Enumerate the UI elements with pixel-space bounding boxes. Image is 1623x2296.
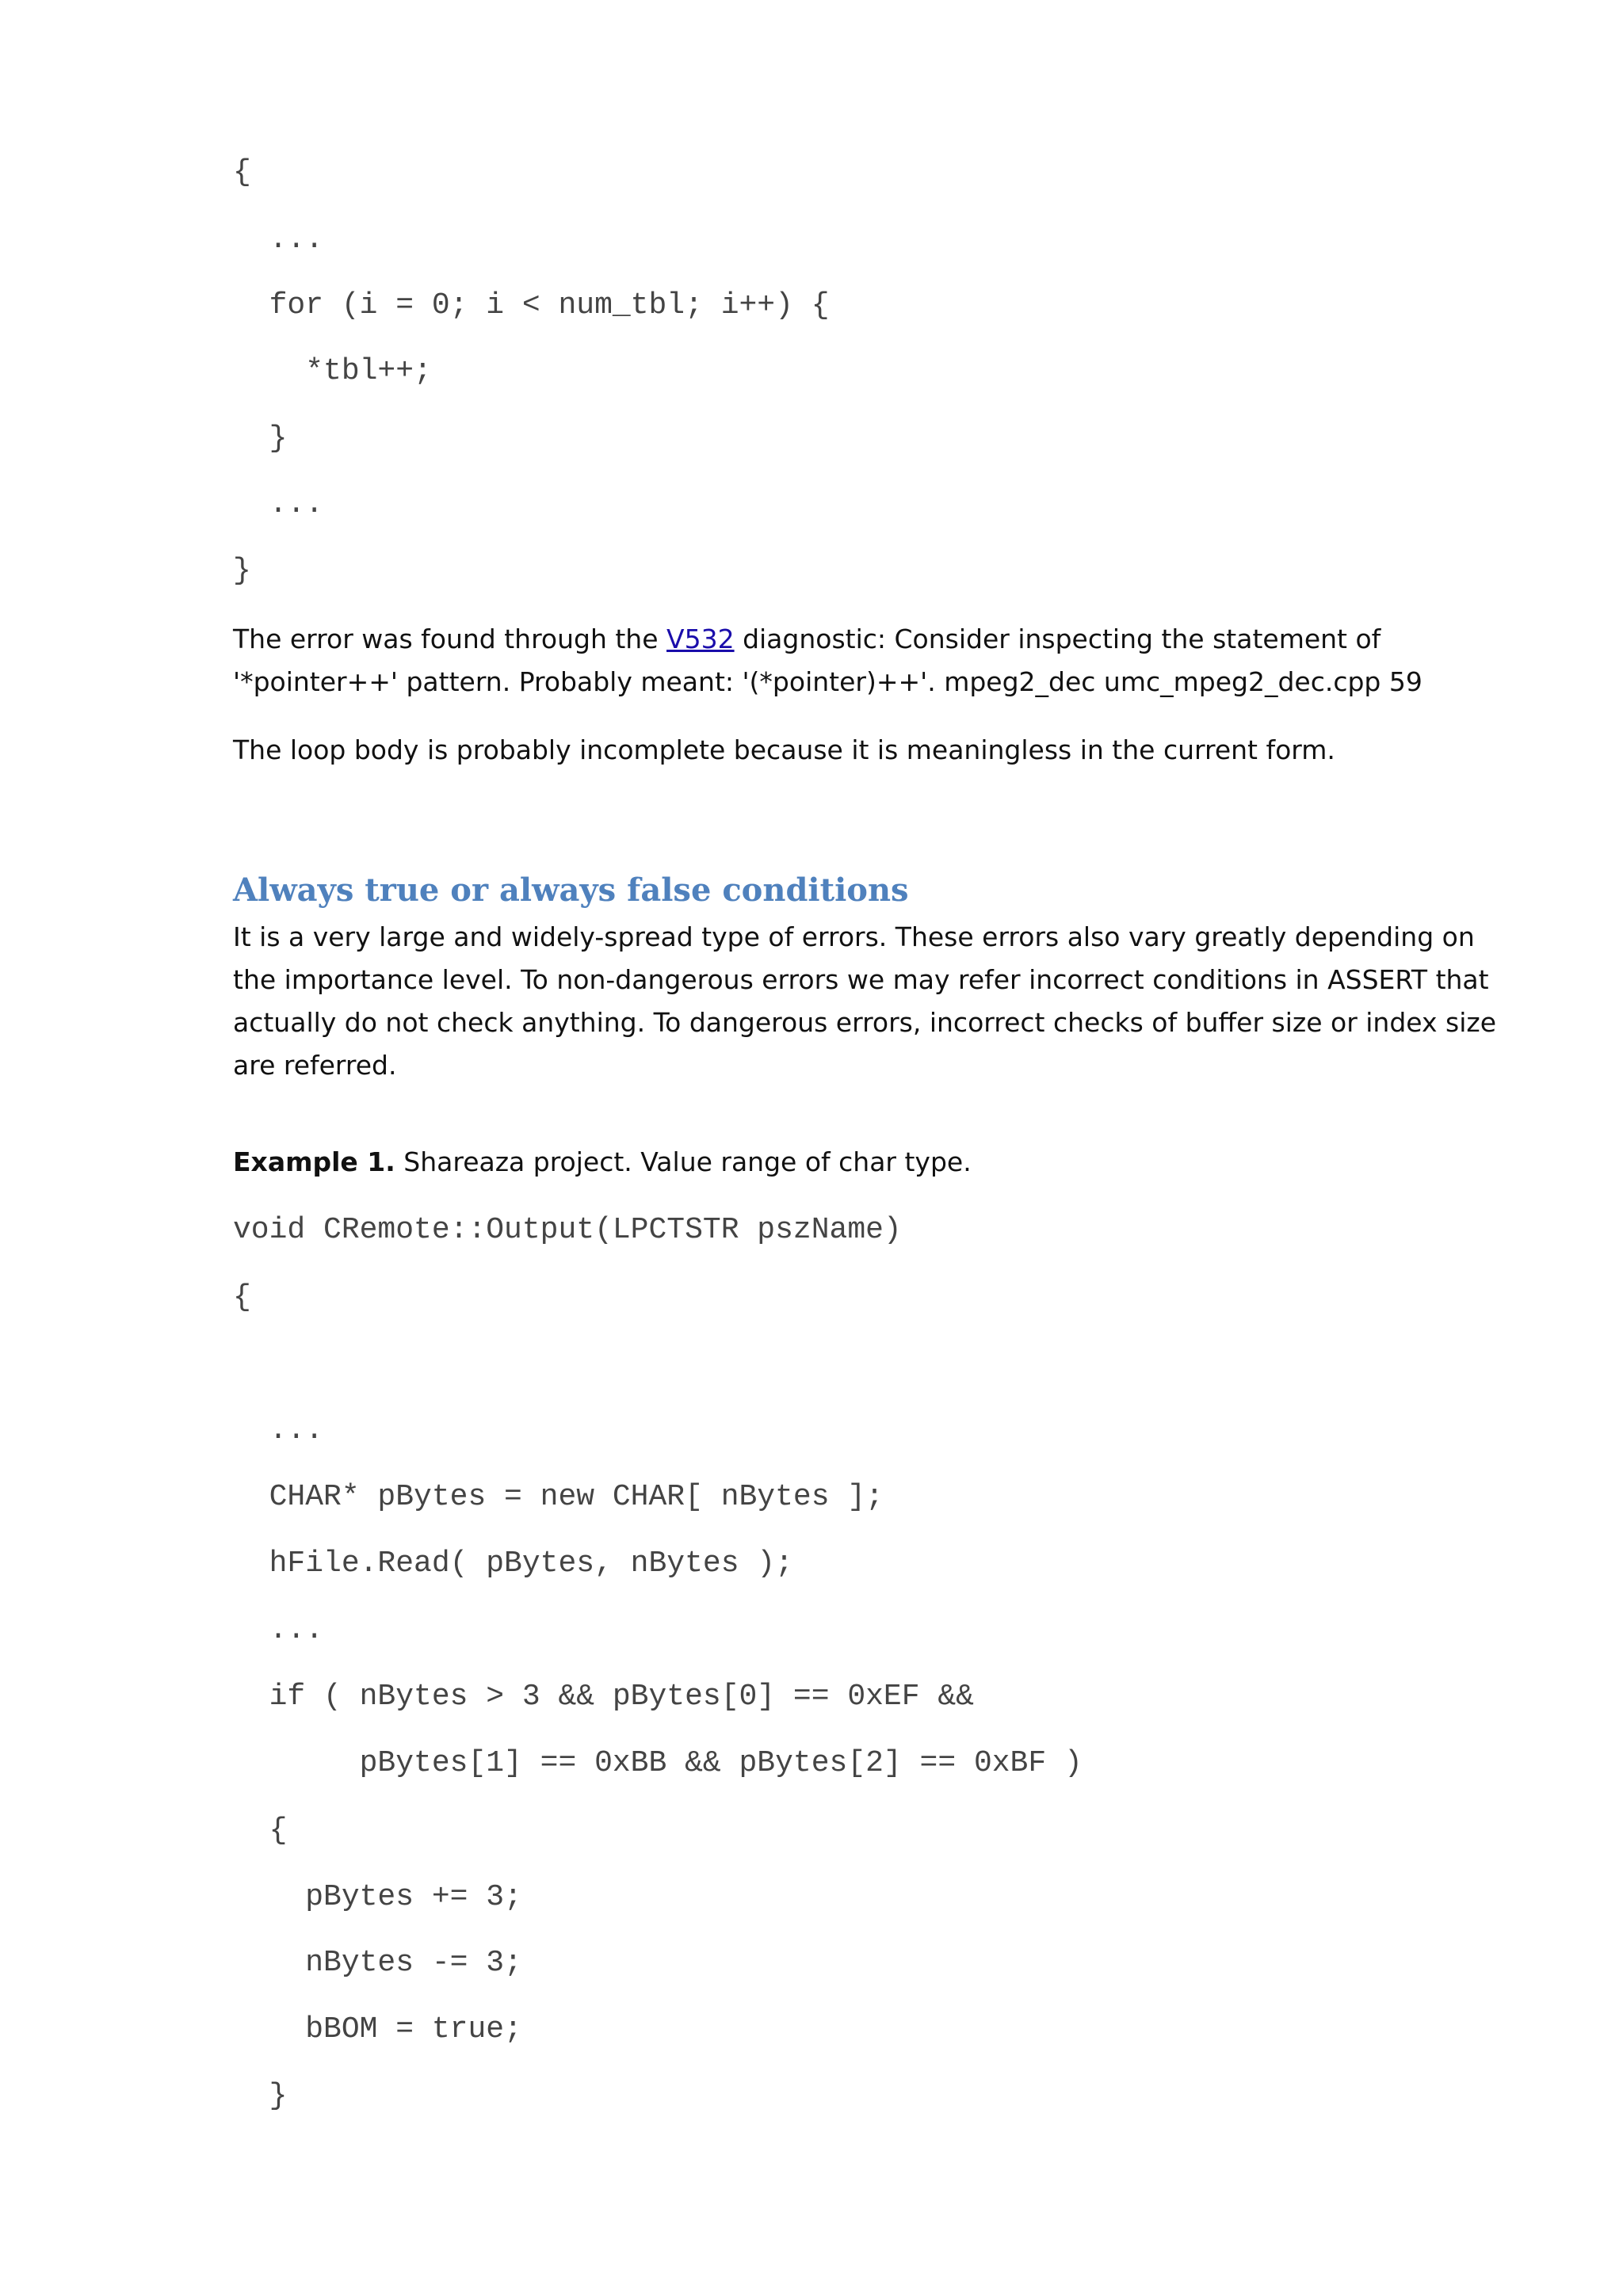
diagnostic-paragraph [233, 618, 1517, 704]
code-line: } [233, 554, 251, 588]
code-line: { [233, 1814, 288, 1848]
code-line: void CRemote::Output(LPCTSTR pszName) [233, 1213, 902, 1247]
v532-link[interactable]: V532 [666, 624, 735, 654]
code-line: ... [233, 1613, 324, 1647]
code-line: ... [233, 487, 324, 521]
example-1-caption [233, 1141, 1517, 1184]
code-line: { [233, 155, 251, 189]
code-line: } [233, 2079, 288, 2113]
example-description: Shareaza project. Value range of char type. [395, 1146, 972, 1177]
code-line: for (i = 0; i < num_tbl; i++) { [233, 288, 830, 322]
code-line: } [233, 421, 288, 456]
code-line: bBOM = true; [233, 2012, 522, 2046]
code-line: CHAR* pBytes = new CHAR[ nBytes ]; [233, 1480, 884, 1514]
code-line: *tbl++; [233, 354, 432, 388]
paragraph-suffix: diagnostic: Consider inspecting the statement of '*pointer++' pattern. Probably meant: '(*pointer)++'. mpeg2_dec umc_mpeg2_dec.cpp 59 [233, 624, 1423, 697]
code-line: nBytes -= 3; [233, 1946, 522, 1980]
loop-body-paragraph: The loop body is probably incomplete because it is meaningless in the current form. [233, 734, 1335, 765]
code-line: if ( nBytes > 3 && pBytes[0] == 0xEF && [233, 1680, 974, 1714]
section-heading: Always true or always false conditions [233, 871, 909, 909]
code-line: ... [233, 223, 324, 257]
code-line: pBytes += 3; [233, 1880, 522, 1914]
code-line: hFile.Read( pBytes, nBytes ); [233, 1547, 793, 1581]
code-line: { [233, 1280, 251, 1314]
code-line: pBytes[1] == 0xBB && pBytes[2] == 0xBF ) [233, 1746, 1083, 1780]
section-intro-paragraph: It is a very large and widely-spread type of errors. These errors also vary greatly depending on the importance level. To non-dangerous errors we may refer incorrect conditions in ASSERT that actually do not check anything. To dangerous errors, incorrect checks of buffer size or index size are referred. [233, 921, 1497, 1081]
paragraph-prefix: The error was found through the [233, 624, 667, 654]
code-line: ... [233, 1413, 324, 1447]
example-label: Example 1. [233, 1146, 395, 1177]
